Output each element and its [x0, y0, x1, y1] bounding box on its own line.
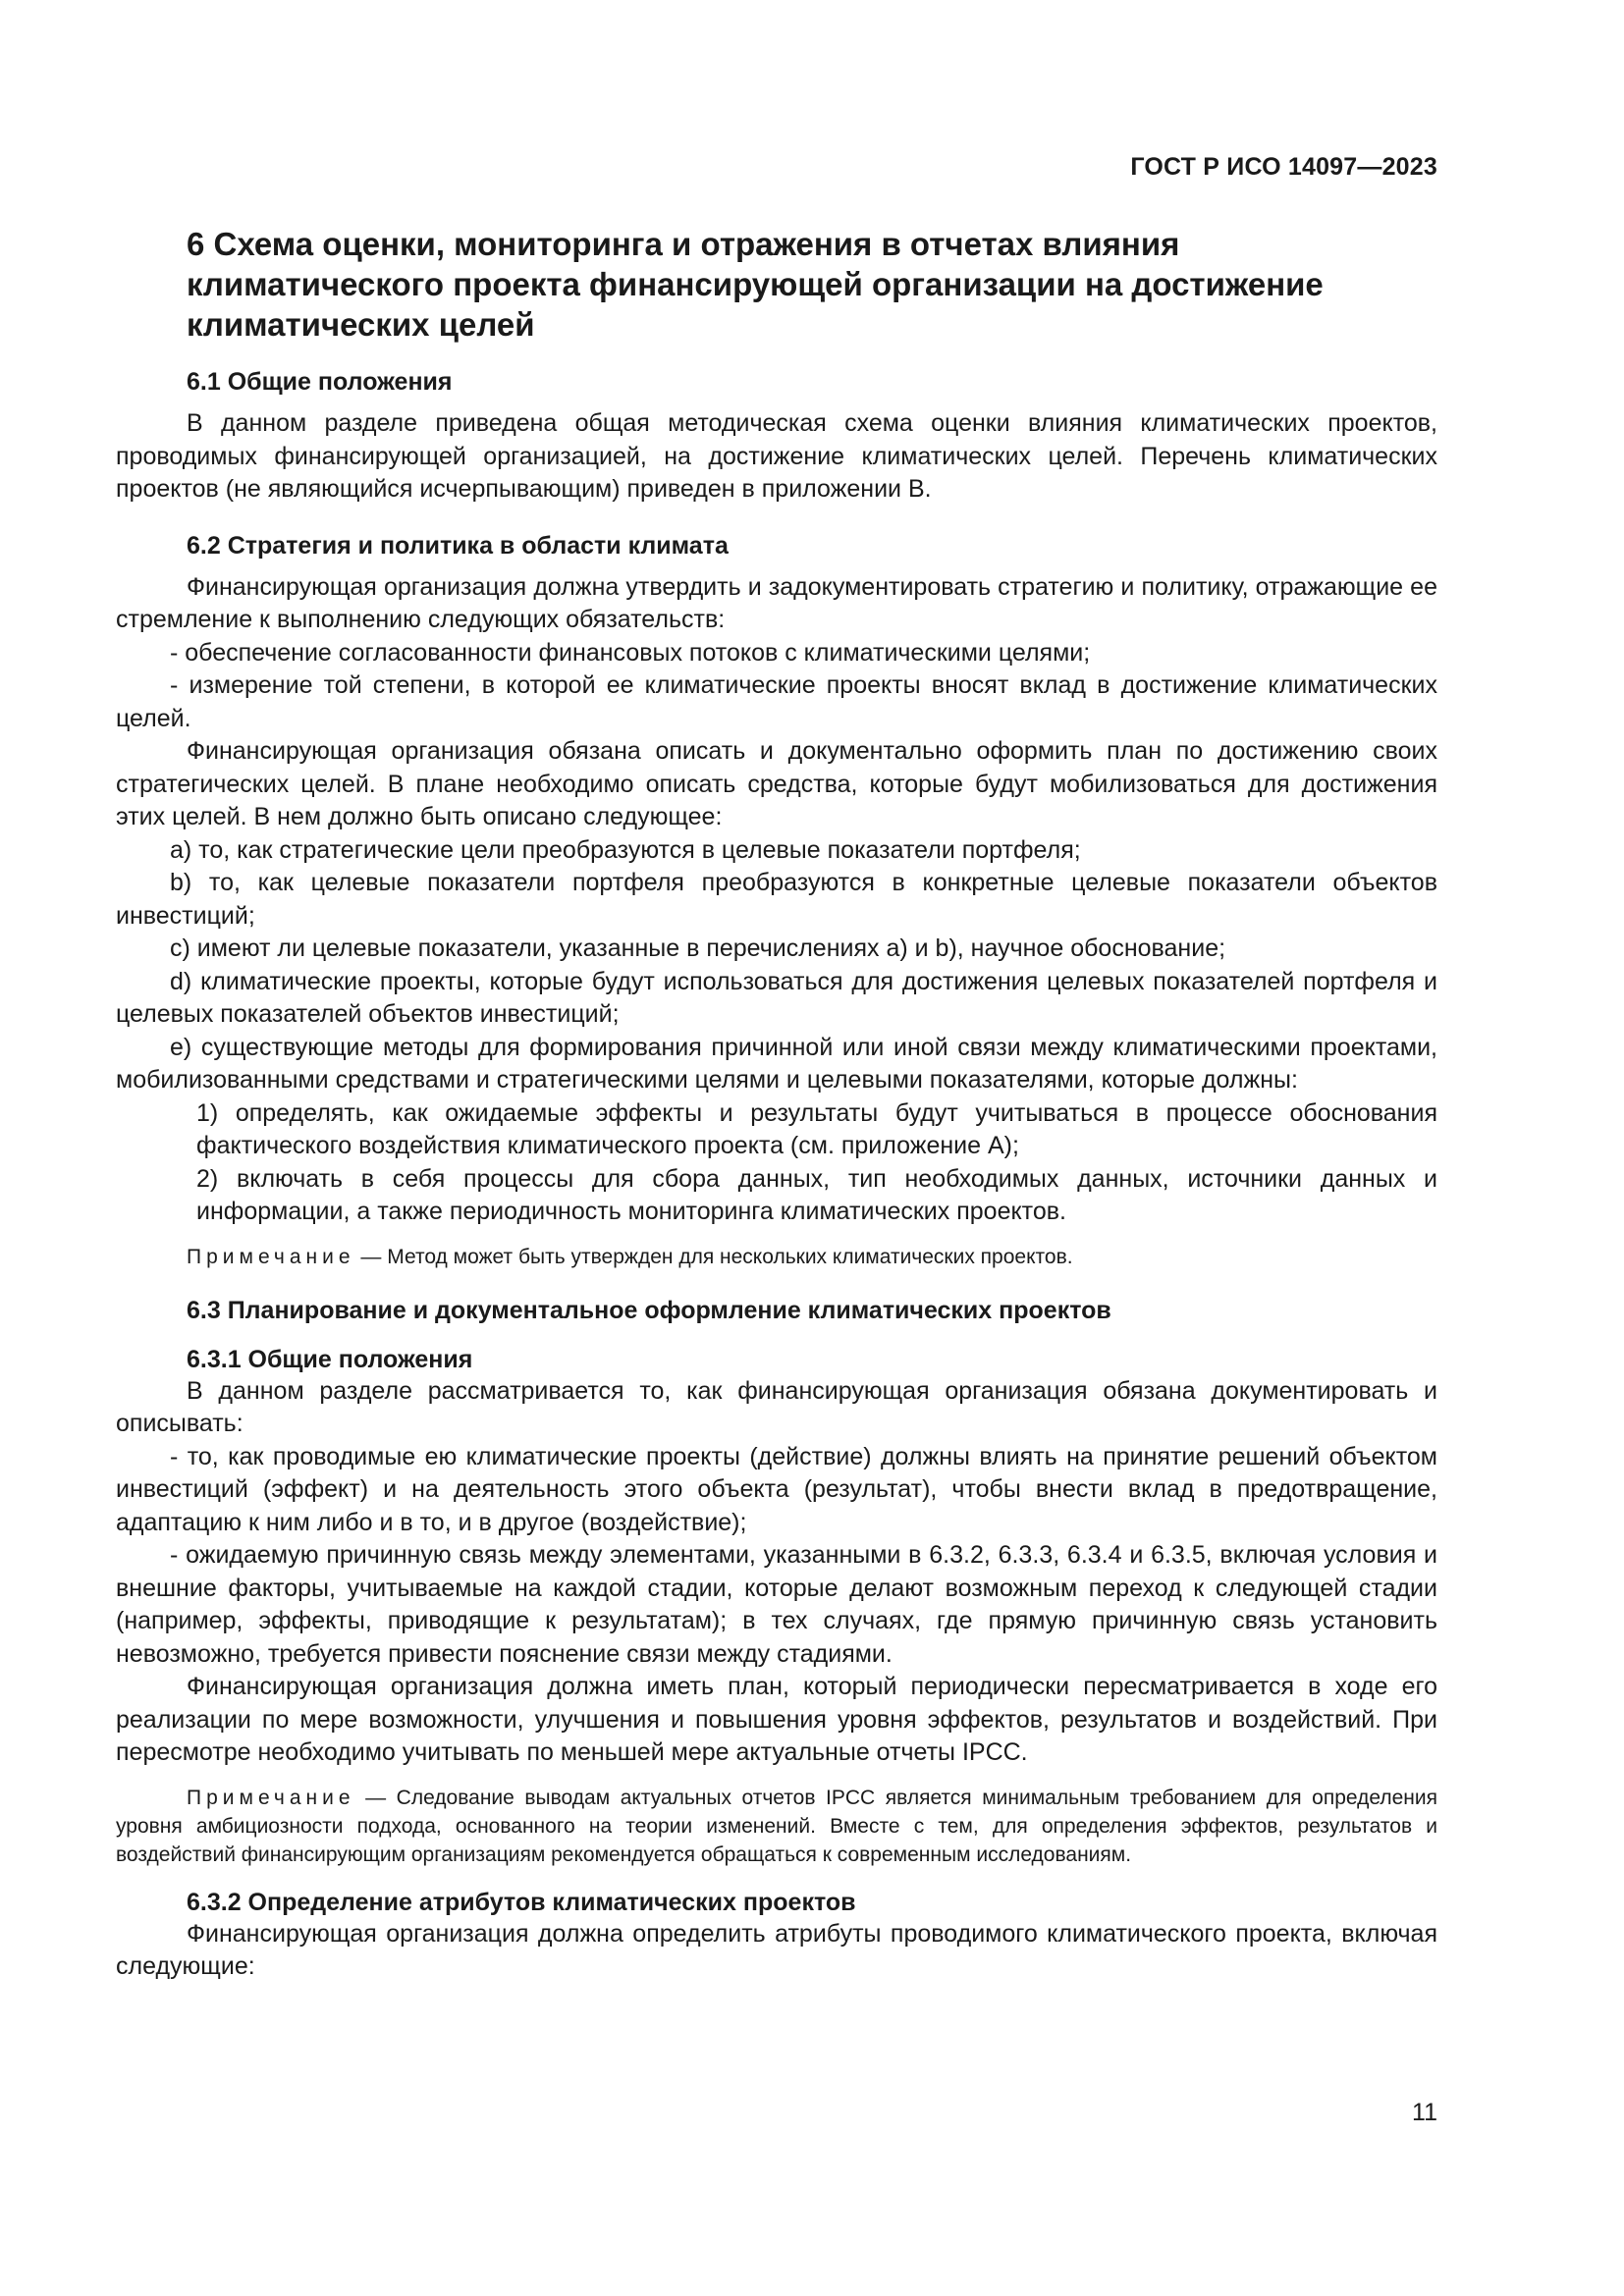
paragraph: Финансирующая организация должна утвердить и задокументировать стратегию и политику, отражающие ее стремление к выполнению следующих обязательств:	[116, 572, 1437, 633]
note-label: Примечание	[187, 1786, 355, 1809]
paragraph: Финансирующая организация обязана описать и документально оформить план по достижению своих стратегических целей. В плане необходимо описать средства, которые будут мобилизоваться для достижения этих целей. В нем должно быть описано следующее:	[116, 737, 1437, 830]
paragraph: В данном разделе приведена общая методическая схема оценки влияния климатических проектов, проводимых финансирующей организацией, на достижение климатических целей. Перечень климатических проектов (не являющийся исчерпывающим) приведен в приложении В.	[116, 409, 1437, 503]
page-content	[116, 224, 1437, 1984]
sub-item-1: 1) определять, как ожидаемые эффекты и результаты будут учитываться в процессе обоснования фактического воздействия климатического проекта (см. приложение А);	[196, 1098, 1437, 1159]
paragraph: Финансирующая организация должна определить атрибуты проводимого климатического проекта, включая следующие:	[116, 1919, 1437, 1980]
list-item-a: а) то, как стратегические цели преобразуются в целевые показатели портфеля;	[170, 835, 1081, 864]
heading-6-3: 6.3 Планирование и документальное оформление климатических проектов	[187, 1296, 1111, 1324]
list-item: - обеспечение согласованности финансовых потоков с климатическими целями;	[170, 638, 1091, 667]
paragraph: В данном разделе рассматривается то, как финансирующая организация обязана документировать и описывать:	[116, 1376, 1437, 1437]
list-item-e: е) существующие методы для формирования причинной или иной связи между климатическими проектами, мобилизованными средствами и стратегическими целями и целевыми показателями, которые должны:	[116, 1033, 1437, 1094]
section-title: 6 Схема оценки, мониторинга и отражения в отчетах влияния климатического проекта финансирующей организации на достижение климатических целей	[187, 226, 1324, 343]
paragraph: Финансирующая организация должна иметь план, который периодически пересматривается в ходе его реализации по мере возможности, улучшения и повышения уровня эффектов, результатов и воздействий. При пересмотре необходимо учитывать по меньшей мере актуальные отчеты IPCC.	[116, 1673, 1437, 1766]
page-number: 11	[1412, 2099, 1437, 2126]
heading-6-3-2: 6.3.2 Определение атрибутов климатических проектов	[187, 1888, 856, 1916]
heading-6-2: 6.2 Стратегия и политика в области климата	[187, 531, 729, 560]
list-item-d: d) климатические проекты, которые будут использоваться для достижения целевых показателей портфеля и целевых показателей объектов инвестиций;	[116, 967, 1437, 1028]
note	[116, 1784, 1437, 1869]
list-item: - измерение той степени, в которой ее климатические проекты вносят вклад в достижение климатических целей.	[116, 671, 1437, 732]
standard-code: ГОСТ Р ИСО 14097—2023	[1130, 153, 1437, 181]
list-item: - то, как проводимые ею климатические проекты (действие) должны влиять на принятие решений объектом инвестиций (эффект) и на деятельность этого объекта (результат), чтобы внести вклад в предотвращение, адаптацию к ним либо и в то, и в другое (воздействие);	[116, 1442, 1437, 1536]
heading-6-3-1: 6.3.1 Общие положения	[187, 1345, 473, 1373]
note-text: — Следование выводам актуальных отчетов IPCC является минимальным требованием для определения уровня амбициозности подхода, основанного на теории изменений. Вместе с тем, для определения эффектов, результатов и воздействий финансирующим организациям рекомендуется обращаться к современным исследованиям.	[116, 1786, 1437, 1866]
sub-item-2: 2) включать в себя процессы для сбора данных, тип необходимых данных, источники данных и информации, а также периодичность мониторинга климатических проектов.	[196, 1164, 1437, 1225]
note-text: — Метод может быть утвержден для нескольких климатических проектов.	[354, 1245, 1073, 1268]
note-label: Примечание	[187, 1245, 355, 1268]
list-item-b: b) то, как целевые показатели портфеля преобразуются в конкретные целевые показатели объектов инвестиций;	[116, 869, 1437, 930]
note	[116, 1243, 1437, 1271]
heading-6-1: 6.1 Общие положения	[187, 368, 453, 396]
list-item-c: с) имеют ли целевые показатели, указанные в перечислениях а) и b), научное обоснование;	[170, 934, 1226, 962]
list-item: - ожидаемую причинную связь между элементами, указанными в 6.3.2, 6.3.3, 6.3.4 и 6.3.5, включая условия и внешние факторы, учитываемые на каждой стадии, которые делают возможным переход к следующей стадии (например, эффекты, приводящие к результатам); в тех случаях, где прямую причинную связь установить невозможно, требуется привести пояснение связи между стадиями.	[116, 1541, 1437, 1668]
